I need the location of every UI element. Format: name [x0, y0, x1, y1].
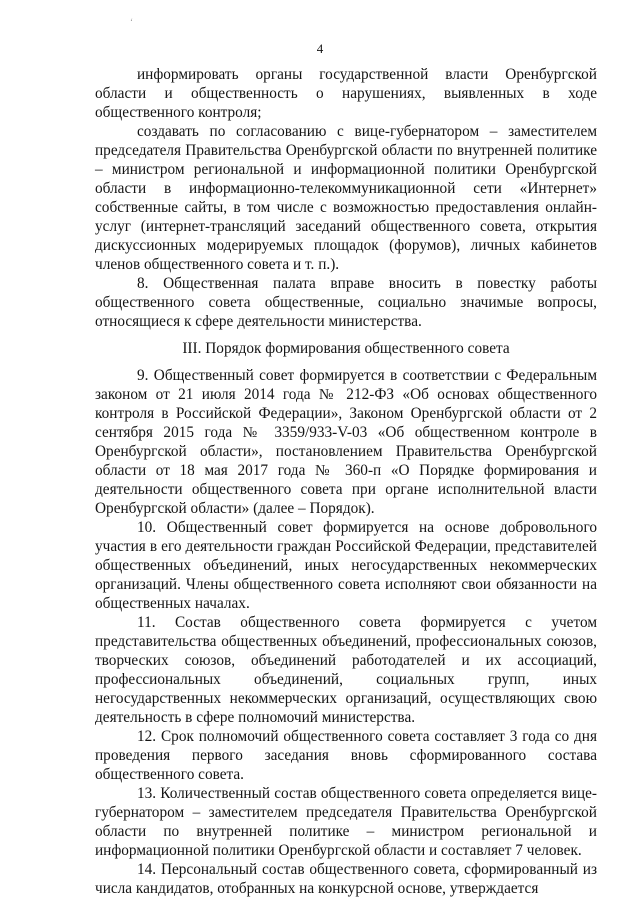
paragraph-14: 14. Персональный состав общественного совета, сформированный из числа кандидатов, отобранных на конкурсной основе, утверждается: [95, 861, 597, 897]
body-text: [95, 65, 597, 898]
scan-mark: ‘: [130, 17, 133, 27]
paragraph-8: 8. Общественная палата вправе вносить в повестку работы общественного совета общественные, социально значимые вопросы, относящиеся к сфере деятельности министерства.: [95, 275, 597, 330]
paragraph-create-sites: создавать по согласованию с вице-губернатором – заместителем председателя Правительства Оренбургской области по внутренней политике – министром региональной и информационной политики Оренбургской области в информационно-телекоммуникационной сети «Интернет» собственные сайты, в том числе с возможностью предоставления онлайн-услуг (интернет-трансляций заседаний общественного совета, открытия дискуссионных модерируемых площадок (форумов), личных кабинетов членов общественного совета и т. п.).: [95, 123, 597, 273]
paragraph-11: 11. Состав общественного совета формируется с учетом представительства общественных объединений, профессиональных союзов, творческих союзов, объединений работодателей и их ассоциаций, профессиональных объединений, социальных групп, иных негосударственных некоммерческих организаций, осуществляющих свою деятельность в сфере полномочий министерства.: [95, 614, 597, 726]
section-heading: III. Порядок формирования общественного совета: [182, 340, 510, 357]
paragraph-9: 9. Общественный совет формируется в соответствии с Федеральным законом от 21 июля 2014 года № 212-ФЗ «Об основах общественного контроля в Российской Федерации», Законом Оренбургской области от 2 сентября 2015 года № 3359/933-V-03 «Об общественном контроле в Оренбургской области», постановлением Правительства Оренбургской области от 18 мая 2017 года № 360-п «О Порядке формирования и деятельности общественного совета при органе исполнительной власти Оренбургской области» (далее – Порядок).: [95, 367, 597, 517]
paragraph-10: 10. Общественный совет формируется на основе добровольного участия в его деятельности граждан Российской Федерации, представителей общественных объединений, иных негосударственных некоммерческих организаций. Члены общественного совета исполняют свои обязанности на общественных началах.: [95, 519, 597, 612]
page-number: 4: [316, 41, 324, 56]
paragraph-13: 13. Количественный состав общественного совета определяется вице-губернатором – заместителем председателя Правительства Оренбургской области по внутренней политике – министром региональной и информационной политики Оренбургской области и составляет 7 человек.: [95, 785, 597, 859]
paragraph-12: 12. Срок полномочий общественного совета составляет 3 года со дня проведения первого заседания вновь сформированного состава общественного совета.: [95, 728, 597, 783]
paragraph-inform: информировать органы государственной власти Оренбургской области и общественность о нарушениях, выявленных в ходе общественного контроля;: [95, 66, 597, 121]
